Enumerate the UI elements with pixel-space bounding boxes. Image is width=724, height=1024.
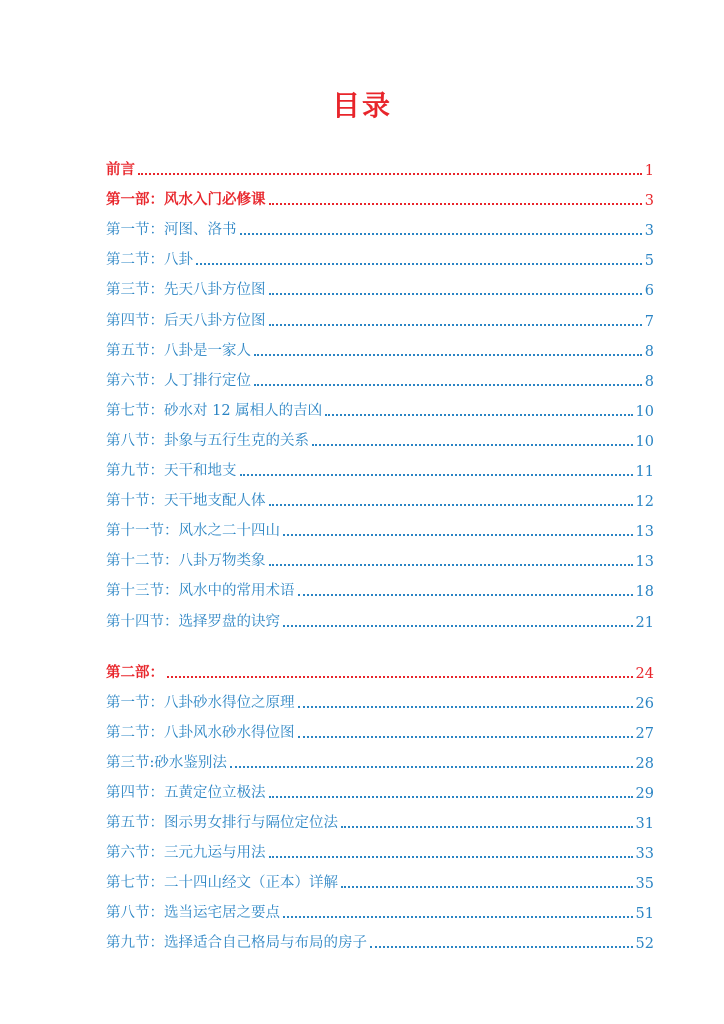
toc-entry-label: 第七节：二十四山经文（正本）详解 [106, 875, 338, 892]
dot-leader [269, 796, 633, 798]
toc-entry[interactable] [106, 270, 654, 300]
toc-entry[interactable] [106, 923, 654, 953]
toc-entry-label: 第一部：风水入门必修课 [106, 191, 266, 209]
dot-leader [312, 444, 633, 446]
toc-entry[interactable] [106, 391, 654, 421]
toc-entry[interactable] [106, 451, 654, 481]
toc-entry-label: 第八节：选当运宅居之要点 [106, 905, 280, 922]
toc-page-number: 27 [635, 725, 654, 742]
toc-page-number: 18 [635, 584, 654, 601]
toc-page-number: 26 [635, 695, 654, 712]
toc-section [106, 150, 654, 632]
dot-leader [283, 534, 633, 536]
dot-leader [283, 625, 633, 627]
dot-leader [269, 564, 633, 566]
toc-entry-label: 第九节：天干和地支 [106, 463, 237, 480]
toc-page-number: 11 [635, 464, 654, 481]
dot-leader [269, 293, 642, 295]
dot-leader [240, 474, 633, 476]
toc-entry-label: 第三节：先天八卦方位图 [106, 282, 266, 299]
dot-leader [196, 263, 642, 265]
toc-entry-label: 第二节：八卦 [106, 252, 193, 269]
toc-page-number: 51 [635, 906, 654, 923]
toc-entry[interactable] [106, 210, 654, 240]
dot-leader [138, 173, 642, 175]
toc-entry-label: 第一节：八卦砂水得位之原理 [106, 694, 295, 711]
toc-entry-label: 第八节：卦象与五行生克的关系 [106, 432, 309, 449]
toc-entry[interactable] [106, 833, 654, 863]
toc-page-number: 13 [635, 524, 654, 541]
toc-entry-label: 第六节：三元九运与用法 [106, 845, 266, 862]
toc-entry-label: 第六节：人丁排行定位 [106, 372, 251, 389]
table-of-contents [106, 150, 654, 953]
toc-page-number: 8 [644, 373, 654, 390]
dot-leader [230, 766, 633, 768]
toc-entry-label: 第二节：八卦风水砂水得位图 [106, 724, 295, 741]
toc-page-number: 6 [644, 283, 654, 300]
toc-entry[interactable] [106, 893, 654, 923]
toc-page-number: 35 [635, 876, 654, 893]
toc-entry-label: 第十三节：风水中的常用术语 [106, 583, 295, 600]
toc-entry-label: 第五节：八卦是一家人 [106, 342, 251, 359]
dot-leader [341, 826, 633, 828]
toc-page-number: 3 [644, 223, 654, 240]
toc-entry-label: 第十四节：选择罗盘的诀窍 [106, 613, 280, 630]
toc-entry[interactable] [106, 541, 654, 571]
toc-entry[interactable] [106, 803, 654, 833]
dot-leader [298, 736, 633, 738]
dot-leader [341, 886, 633, 888]
dot-leader [254, 354, 642, 356]
page-title: 目录 [331, 89, 392, 122]
toc-entry-label: 前言 [106, 161, 135, 179]
dot-leader [269, 504, 633, 506]
dot-leader [269, 856, 633, 858]
toc-section [106, 653, 654, 954]
toc-entry[interactable] [106, 421, 654, 451]
toc-entry[interactable] [106, 481, 654, 511]
toc-entry-label: 第二部： [106, 663, 164, 681]
toc-entry[interactable] [106, 571, 654, 601]
toc-entry[interactable] [106, 601, 654, 631]
toc-page-number: 29 [635, 785, 654, 802]
toc-entry-label: 第十一节：风水之二十四山 [106, 523, 280, 540]
toc-part-heading[interactable] [106, 150, 654, 180]
toc-entry-label: 第七节：砂水对 12 属相人的吉凶 [106, 402, 323, 419]
toc-entry[interactable] [106, 683, 654, 713]
toc-page-number: 5 [644, 253, 654, 270]
toc-page-number: 8 [644, 343, 654, 360]
toc-page-number: 28 [635, 755, 654, 772]
dot-leader [325, 414, 632, 416]
toc-part-heading[interactable] [106, 180, 654, 210]
toc-page-number: 10 [635, 433, 654, 450]
toc-entry-label: 第十二节：八卦万物类象 [106, 553, 266, 570]
toc-entry[interactable] [106, 361, 654, 391]
toc-page-number: 10 [635, 403, 654, 420]
toc-entry[interactable] [106, 773, 654, 803]
toc-page-number: 1 [644, 163, 654, 180]
toc-page-number: 12 [635, 494, 654, 511]
toc-part-heading[interactable] [106, 653, 654, 683]
dot-leader [370, 946, 633, 948]
dot-leader [167, 676, 633, 678]
toc-entry-label: 第五节：图示男女排行与隔位定位法 [106, 815, 338, 832]
toc-page-number: 52 [635, 936, 654, 953]
toc-entry-label: 第九节：选择适合自己格局与布局的房子 [106, 935, 367, 952]
dot-leader [269, 203, 642, 205]
dot-leader [298, 594, 633, 596]
toc-page-number: 3 [644, 193, 654, 210]
toc-entry-label: 第四节：后天八卦方位图 [106, 312, 266, 329]
toc-entry-label: 第一节：河图、洛书 [106, 222, 237, 239]
dot-leader [298, 706, 633, 708]
toc-entry[interactable] [106, 713, 654, 743]
toc-page-number: 13 [635, 554, 654, 571]
toc-page-number: 21 [635, 614, 654, 631]
toc-page-number: 33 [635, 846, 654, 863]
dot-leader [283, 916, 633, 918]
toc-entry[interactable] [106, 300, 654, 330]
toc-entry[interactable] [106, 240, 654, 270]
toc-entry[interactable] [106, 331, 654, 361]
dot-leader [240, 233, 642, 235]
toc-page-number: 7 [644, 313, 654, 330]
toc-entry[interactable] [106, 511, 654, 541]
toc-entry-label: 第四节：五黄定位立极法 [106, 784, 266, 801]
toc-page-number: 31 [635, 816, 654, 833]
toc-entry[interactable] [106, 863, 654, 893]
toc-page-number: 24 [635, 665, 654, 682]
dot-leader [254, 384, 642, 386]
toc-entry-label: 第十节：天干地支配人体 [106, 493, 266, 510]
toc-entry[interactable] [106, 743, 654, 773]
toc-entry-label: 第三节:砂水鉴别法 [106, 754, 227, 771]
dot-leader [269, 324, 642, 326]
